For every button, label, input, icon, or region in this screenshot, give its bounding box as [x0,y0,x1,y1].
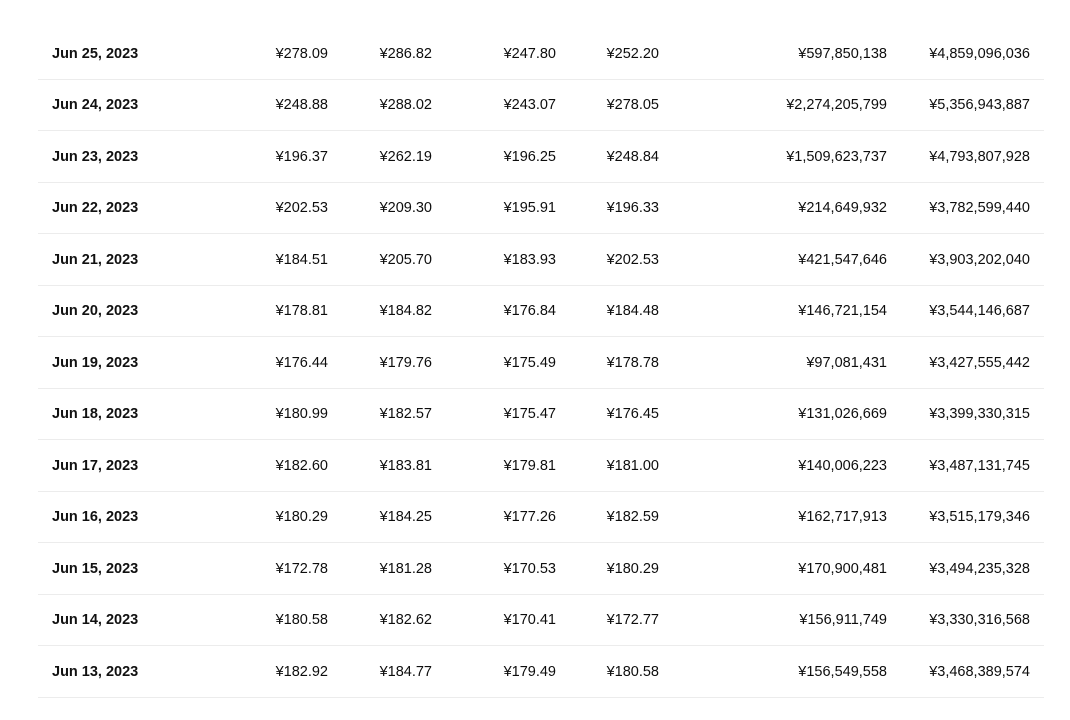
volume-cell: ¥170,900,481 [798,561,887,577]
volume-cell: ¥162,717,913 [798,509,887,525]
table-row [38,183,1044,234]
date-cell: Jun 14, 2023 [52,612,139,628]
table-row [38,595,1044,646]
close-cell: ¥178.78 [606,355,659,371]
table-row [38,338,1044,389]
date-cell: Jun 19, 2023 [52,355,139,371]
volume-cell: ¥597,850,138 [798,46,887,62]
low-cell: ¥179.81 [503,458,556,474]
table-row [38,235,1044,286]
open-cell: ¥182.92 [275,664,328,680]
date-cell: Jun 24, 2023 [52,97,139,113]
table-row [38,286,1044,337]
date-cell: Jun 22, 2023 [52,200,139,216]
high-cell: ¥184.77 [379,664,432,680]
market-cap-cell: ¥3,330,316,568 [929,612,1030,628]
volume-cell: ¥214,649,932 [798,200,887,216]
open-cell: ¥180.99 [275,406,328,422]
open-cell: ¥278.09 [275,46,328,62]
high-cell: ¥182.62 [379,612,432,628]
market-cap-cell: ¥3,782,599,440 [929,200,1030,216]
market-cap-cell: ¥3,468,389,574 [929,664,1030,680]
close-cell: ¥248.84 [606,149,659,165]
table-row [38,29,1044,80]
low-cell: ¥177.26 [503,509,556,525]
close-cell: ¥180.29 [606,561,659,577]
table-row [38,441,1044,492]
low-cell: ¥247.80 [503,46,556,62]
date-cell: Jun 23, 2023 [52,149,139,165]
open-cell: ¥248.88 [275,97,328,113]
market-cap-cell: ¥4,859,096,036 [929,46,1030,62]
low-cell: ¥243.07 [503,97,556,113]
table-row [38,80,1044,131]
table-row [38,544,1044,595]
close-cell: ¥252.20 [606,46,659,62]
low-cell: ¥179.49 [503,664,556,680]
volume-cell: ¥421,547,646 [798,252,887,268]
date-cell: Jun 25, 2023 [52,46,139,62]
open-cell: ¥178.81 [275,303,328,319]
market-cap-cell: ¥5,356,943,887 [929,97,1030,113]
close-cell: ¥182.59 [606,509,659,525]
market-cap-cell: ¥3,487,131,745 [929,458,1030,474]
date-cell: Jun 15, 2023 [52,561,139,577]
high-cell: ¥182.57 [379,406,432,422]
open-cell: ¥202.53 [275,200,328,216]
table-row [38,492,1044,543]
volume-cell: ¥131,026,669 [798,406,887,422]
volume-cell: ¥2,274,205,799 [786,97,887,113]
close-cell: ¥184.48 [606,303,659,319]
market-cap-cell: ¥4,793,807,928 [929,149,1030,165]
close-cell: ¥180.58 [606,664,659,680]
high-cell: ¥179.76 [379,355,432,371]
close-cell: ¥176.45 [606,406,659,422]
low-cell: ¥196.25 [503,149,556,165]
low-cell: ¥170.53 [503,561,556,577]
market-cap-cell: ¥3,903,202,040 [929,252,1030,268]
volume-cell: ¥1,509,623,737 [786,149,887,165]
high-cell: ¥209.30 [379,200,432,216]
open-cell: ¥172.78 [275,561,328,577]
low-cell: ¥170.41 [503,612,556,628]
high-cell: ¥286.82 [379,46,432,62]
market-cap-cell: ¥3,515,179,346 [929,509,1030,525]
close-cell: ¥278.05 [606,97,659,113]
high-cell: ¥205.70 [379,252,432,268]
low-cell: ¥175.49 [503,355,556,371]
high-cell: ¥183.81 [379,458,432,474]
table-row [38,132,1044,183]
date-cell: Jun 17, 2023 [52,458,139,474]
low-cell: ¥183.93 [503,252,556,268]
open-cell: ¥184.51 [275,252,328,268]
high-cell: ¥181.28 [379,561,432,577]
high-cell: ¥184.25 [379,509,432,525]
open-cell: ¥180.29 [275,509,328,525]
market-cap-cell: ¥3,399,330,315 [929,406,1030,422]
low-cell: ¥195.91 [503,200,556,216]
low-cell: ¥175.47 [503,406,556,422]
volume-cell: ¥156,911,749 [799,612,887,628]
low-cell: ¥176.84 [503,303,556,319]
market-cap-cell: ¥3,427,555,442 [929,355,1030,371]
high-cell: ¥184.82 [379,303,432,319]
close-cell: ¥196.33 [606,200,659,216]
date-cell: Jun 13, 2023 [52,664,139,680]
close-cell: ¥202.53 [606,252,659,268]
open-cell: ¥176.44 [275,355,328,371]
open-cell: ¥196.37 [275,149,328,165]
date-cell: Jun 20, 2023 [52,303,139,319]
date-cell: Jun 21, 2023 [52,252,139,268]
volume-cell: ¥156,549,558 [798,664,887,680]
table-row [38,389,1044,440]
date-cell: Jun 16, 2023 [52,509,139,525]
open-cell: ¥180.58 [275,612,328,628]
volume-cell: ¥97,081,431 [806,355,887,371]
market-cap-cell: ¥3,544,146,687 [929,303,1030,319]
high-cell: ¥288.02 [379,97,432,113]
volume-cell: ¥146,721,154 [798,303,887,319]
volume-cell: ¥140,006,223 [798,458,887,474]
market-cap-cell: ¥3,494,235,328 [929,561,1030,577]
close-cell: ¥172.77 [606,612,659,628]
high-cell: ¥262.19 [379,149,432,165]
table-row [38,647,1044,698]
open-cell: ¥182.60 [275,458,328,474]
date-cell: Jun 18, 2023 [52,406,139,422]
close-cell: ¥181.00 [606,458,659,474]
